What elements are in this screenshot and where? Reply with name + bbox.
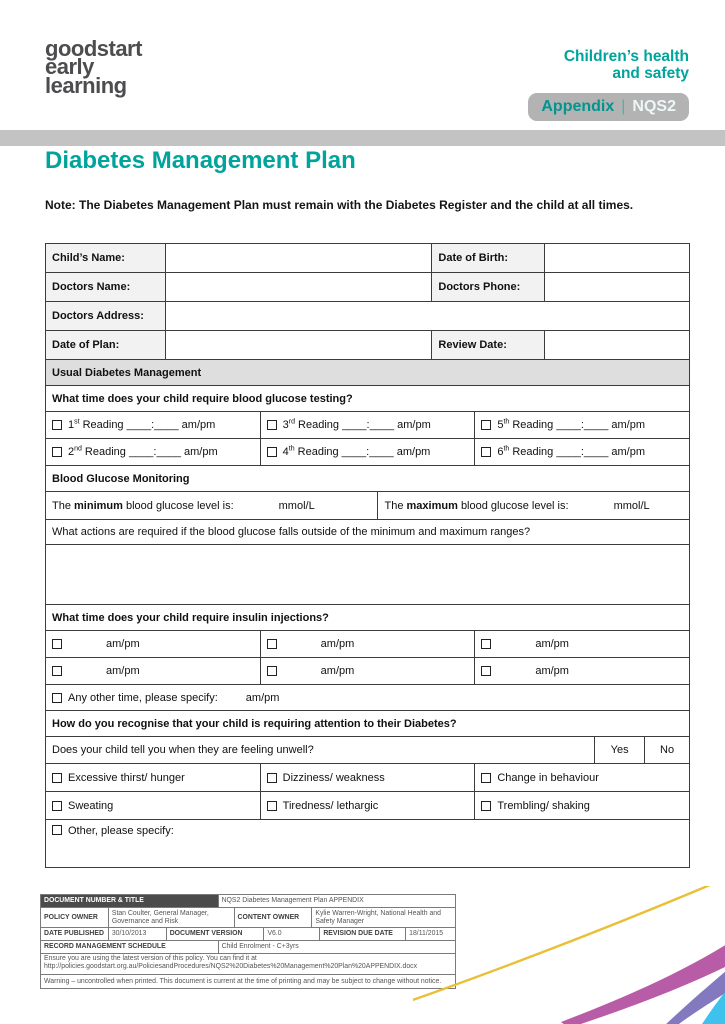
- insulin-time-checkbox[interactable]: [481, 666, 491, 676]
- date-published-label: DATE PUBLISHED: [41, 928, 109, 941]
- other-specify-row: [46, 820, 690, 868]
- latest-version-line-1: Ensure you are using the latest version of this policy. You can find it at: [44, 955, 257, 962]
- reading-3-option: 3rd Reading ____:____ am/pm: [261, 412, 476, 439]
- question-insulin: What time does your child require insulin injections?: [46, 605, 690, 631]
- record-schedule-value: Child Enrolment - C+3yrs: [219, 941, 456, 954]
- doctors-phone-input[interactable]: [545, 273, 690, 302]
- revision-due-label: REVISION DUE DATE: [320, 928, 406, 941]
- insulin-times-row-1: [46, 631, 690, 658]
- minimum-level-cell[interactable]: The minimum blood glucose level is: mmol/L: [46, 492, 378, 520]
- page-title: Diabetes Management Plan: [45, 147, 356, 174]
- ampm-label: am/pm: [106, 665, 140, 677]
- other-specify-label: Other, please specify:: [68, 825, 174, 837]
- reading-1-checkbox[interactable]: [52, 420, 62, 430]
- doctors-address-input[interactable]: [166, 302, 690, 331]
- childs-name-input[interactable]: [166, 244, 433, 273]
- tagline: [564, 48, 689, 83]
- reading-4-checkbox[interactable]: [267, 447, 277, 457]
- swoosh-blue-band: [700, 990, 725, 1024]
- ampm-label: am/pm: [320, 638, 355, 650]
- other-specify-cell[interactable]: [46, 820, 690, 868]
- symptom-checkbox[interactable]: [52, 773, 62, 783]
- readings-row-1: [46, 412, 690, 439]
- doctors-name-input[interactable]: [166, 273, 433, 302]
- unwell-no-option[interactable]: No: [645, 737, 690, 764]
- ampm-label: am/pm: [320, 665, 355, 677]
- reading-5-checkbox[interactable]: [481, 420, 491, 430]
- childs-name-label: Child’s Name:: [46, 244, 166, 273]
- doc-number-value: NQS2 Diabetes Management Plan APPENDIX: [219, 895, 456, 908]
- unwell-yes-option[interactable]: Yes: [595, 737, 645, 764]
- insulin-times-row-2: [46, 658, 690, 685]
- ampm-label: am/pm: [535, 638, 569, 650]
- doctors-address-label: Doctors Address:: [46, 302, 166, 331]
- section-header-row: [46, 466, 690, 492]
- table-row: [46, 244, 690, 273]
- question-row: [46, 605, 690, 631]
- maximum-level-cell[interactable]: The maximum blood glucose level is: mmol/L: [378, 492, 690, 520]
- date-published-value: 30/10/2013: [109, 928, 167, 941]
- any-other-time-label: Any other time, please specify:: [68, 691, 218, 704]
- swoosh-yellow-curve: [413, 886, 717, 1002]
- reading-1-option: 1st Reading ____:____ am/pm: [46, 412, 261, 439]
- actions-answer-input[interactable]: [46, 545, 690, 605]
- date-of-birth-label: Date of Birth:: [432, 244, 545, 273]
- document-version-value: V6.0: [264, 928, 320, 941]
- symptom-option: [46, 792, 261, 820]
- insulin-time-option: [261, 658, 476, 685]
- latest-version-url[interactable]: http://policies.goodstart.org.au/PoliciesandProcedures/NQS2%20Diabetes%20Management%20Plan%20APPENDIX.docx: [44, 962, 418, 970]
- question-recognise: How do you recognise that your child is requiring attention to their Diabetes?: [46, 711, 690, 737]
- doc-number-row: [41, 895, 456, 908]
- section-header-row: [46, 360, 690, 386]
- insulin-time-option: [46, 631, 261, 658]
- symptom-label: Change in behaviour: [497, 771, 599, 784]
- reading-2-option: 2nd Reading ____:____ am/pm: [46, 439, 261, 466]
- max-unit-label: mmol/L: [613, 499, 650, 512]
- document-version-label: DOCUMENT VERSION: [167, 928, 265, 941]
- symptom-checkbox[interactable]: [267, 773, 277, 783]
- doctors-name-label: Doctors Name:: [46, 273, 166, 302]
- table-row: [46, 302, 690, 331]
- answer-row: [46, 545, 690, 605]
- symptom-option: [261, 764, 476, 792]
- date-of-birth-input[interactable]: [545, 244, 690, 273]
- any-other-time-checkbox[interactable]: [52, 693, 62, 703]
- date-of-plan-input[interactable]: [166, 331, 433, 360]
- record-schedule-label: RECORD MANAGEMENT SCHEDULE: [41, 941, 219, 954]
- unwell-row: [46, 737, 690, 764]
- goodstart-logo: [45, 36, 142, 98]
- badge-divider: |: [621, 98, 626, 115]
- question-row: [46, 711, 690, 737]
- latest-version-row: [41, 954, 456, 975]
- reading-2-checkbox[interactable]: [52, 447, 62, 457]
- question-unwell: Does your child tell you when they are feeling unwell?: [46, 737, 595, 764]
- other-specify-checkbox[interactable]: [52, 825, 62, 835]
- symptom-label: Tiredness/ lethargic: [282, 799, 379, 812]
- symptom-option: [475, 764, 690, 792]
- tagline-line-1: Children’s health: [563, 48, 689, 65]
- table-row: [46, 331, 690, 360]
- symptom-checkbox[interactable]: [481, 773, 491, 783]
- section-usual-diabetes-management: Usual Diabetes Management: [46, 360, 690, 386]
- insulin-time-option: [46, 658, 261, 685]
- insulin-time-option: [475, 631, 690, 658]
- tagline-line-2: and safety: [612, 65, 689, 83]
- doc-number-label: DOCUMENT NUMBER & TITLE: [41, 895, 219, 908]
- reading-4-option: 4th Reading ____:____ am/pm: [261, 439, 476, 466]
- symptom-label: Excessive thirst/ hunger: [68, 771, 185, 784]
- appendix-badge: [528, 93, 689, 121]
- warning-text: Warning – uncontrolled when printed. This document is current at the time of printing and may be subject to change without notice.: [41, 975, 456, 989]
- revision-due-value: 18/11/2015: [406, 928, 456, 941]
- latest-version-note: [41, 954, 456, 975]
- symptom-option: [475, 792, 690, 820]
- swoosh-purple-band: [663, 970, 725, 1024]
- logo-line-2: early: [45, 54, 94, 80]
- question-row: [46, 386, 690, 412]
- symptom-label: Sweating: [68, 799, 114, 812]
- insulin-time-option: [261, 631, 476, 658]
- insulin-time-checkbox[interactable]: [267, 666, 277, 676]
- note-text: Note: The Diabetes Management Plan must remain with the Diabetes Register and the child at all times.: [45, 198, 634, 212]
- insulin-time-checkbox[interactable]: [52, 639, 62, 649]
- table-row: [46, 273, 690, 302]
- any-other-time-option: [46, 685, 690, 711]
- doctors-phone-label: Doctors Phone:: [432, 273, 545, 302]
- policy-owner-value: Stan Coulter, General Manager, Governance and Risk: [109, 908, 235, 928]
- ampm-label: am/pm: [535, 665, 569, 677]
- date-of-plan-label: Date of Plan:: [46, 331, 166, 360]
- policy-owner-label: POLICY OWNER: [41, 908, 109, 928]
- dates-row: [41, 928, 456, 941]
- min-max-row: [46, 492, 690, 520]
- insulin-time-checkbox[interactable]: [52, 666, 62, 676]
- any-other-time-row: [46, 685, 690, 711]
- review-date-input[interactable]: [545, 331, 690, 360]
- symptom-label: Trembling/ shaking: [497, 799, 590, 812]
- review-date-label: Review Date:: [432, 331, 545, 360]
- warning-row: [41, 975, 456, 989]
- question-row: [46, 520, 690, 545]
- record-schedule-row: [41, 941, 456, 954]
- reading-6-option: 6th Reading ____:____ am/pm: [475, 439, 690, 466]
- reading-3-checkbox[interactable]: [267, 420, 277, 430]
- question-glucose-testing: What time does your child require blood glucose testing?: [46, 386, 690, 412]
- header-divider-bar: [0, 130, 725, 146]
- insulin-time-checkbox[interactable]: [481, 639, 491, 649]
- section-blood-glucose-monitoring: Blood Glucose Monitoring: [46, 466, 690, 492]
- badge-appendix-label: Appendix: [541, 98, 615, 115]
- reading-5-option: 5th Reading ____:____ am/pm: [475, 412, 690, 439]
- symptom-option: [261, 792, 476, 820]
- min-unit-label: mmol/L: [278, 499, 315, 512]
- owners-row: [41, 908, 456, 928]
- insulin-time-checkbox[interactable]: [267, 639, 277, 649]
- swoosh-magenta-band: [561, 944, 725, 1024]
- ampm-label: am/pm: [106, 638, 140, 650]
- logo-line-3: learning: [45, 72, 127, 98]
- symptoms-row-1: [46, 764, 690, 792]
- symptom-label: Dizziness/ weakness: [282, 771, 385, 784]
- symptom-option: [46, 764, 261, 792]
- content-owner-value: Kylie Warren-Wright, National Health and Safety Manager: [312, 908, 456, 928]
- question-actions: What actions are required if the blood glucose falls outside of the minimum and maximum ranges?: [46, 520, 690, 545]
- diabetes-plan-form: [45, 243, 690, 868]
- document-control-table: [40, 894, 456, 989]
- symptoms-row-2: [46, 792, 690, 820]
- symptom-checkbox[interactable]: [267, 801, 277, 811]
- symptom-checkbox[interactable]: [52, 801, 62, 811]
- ampm-label: am/pm: [245, 691, 280, 704]
- reading-6-checkbox[interactable]: [481, 447, 491, 457]
- logo-line-1: goodstart: [45, 36, 142, 61]
- symptom-checkbox[interactable]: [481, 801, 491, 811]
- insulin-time-option: [475, 658, 690, 685]
- readings-row-2: [46, 439, 690, 466]
- badge-nqs-label: NQS2: [632, 98, 676, 115]
- decorative-swoosh: [413, 886, 725, 1024]
- content-owner-label: CONTENT OWNER: [235, 908, 313, 928]
